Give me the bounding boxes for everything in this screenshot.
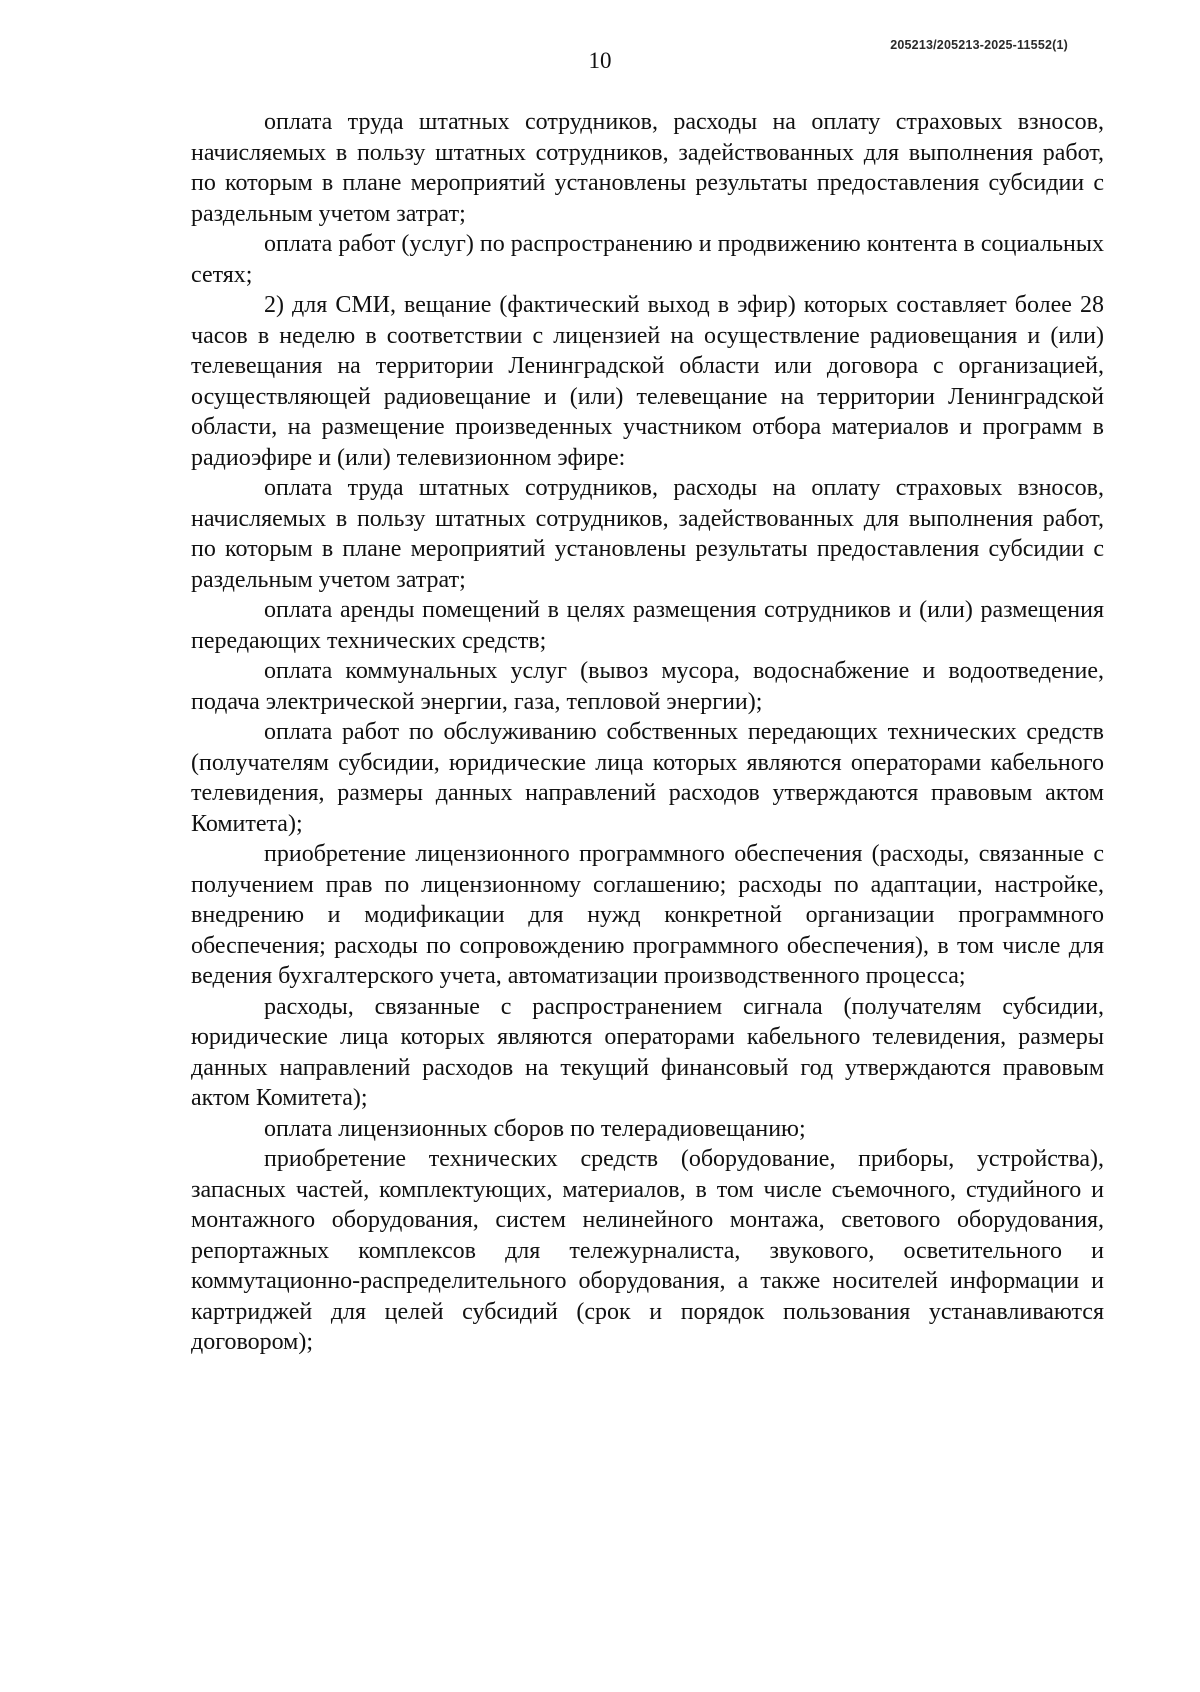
document-body xyxy=(191,107,1104,1358)
paragraph: расходы, связанные с распространением сигнала (получателям субсидии, юридические лица которых являются операторами кабельного телевидения, размеры данных направлений расходов на текущий финансовый год утверждаются правовым актом Комитета); xyxy=(191,993,1104,1111)
paragraph: оплата работ (услуг) по распространению и продвижению контента в социальных сетях; xyxy=(191,231,1104,288)
paragraph: оплата лицензионных сборов по телерадиовещанию; xyxy=(264,1115,806,1142)
page-number: 10 xyxy=(588,48,612,73)
paragraph: оплата труда штатных сотрудников, расходы на оплату страховых взносов, начисляемых в пользу штатных сотрудников, задействованных для выполнения работ, по которым в плане мероприятий установлены результаты предоставления субсидии с раздельным учетом затрат; xyxy=(191,475,1104,593)
paragraph: оплата работ по обслуживанию собственных передающих технических средств (получателям субсидии, юридические лица которых являются операторами кабельного телевидения, размеры данных направлений расходов утверждаются правовым актом Комитета); xyxy=(191,719,1104,837)
paragraph: приобретение лицензионного программного обеспечения (расходы, связанные с получением прав по лицензионному соглашению; расходы по адаптации, настройке, внедрению и модификации для нужд конкретной организации программного обеспечения; расходы по сопровождению программного обеспечения), в том числе для ведения бухгалтерского учета, автоматизации производственного процесса; xyxy=(191,841,1104,989)
paragraph: оплата коммунальных услуг (вывоз мусора, водоснабжение и водоотведение, подача электрической энергии, газа, тепловой энергии); xyxy=(191,658,1104,715)
paragraph: приобретение технических средств (оборудование, приборы, устройства), запасных частей, комплектующих, материалов, в том числе съемочного, студийного и монтажного оборудования, систем нелинейного монтажа, светового оборудования, репортажных комплексов для тележурналиста, звукового, осветительного и коммутационно-распределительного оборудования, а также носителей информации и картриджей для целей субсидий (срок и порядок пользования устанавливаются договором); xyxy=(191,1146,1104,1355)
paragraph: оплата аренды помещений в целях размещения сотрудников и (или) размещения передающих технических средств; xyxy=(191,597,1104,654)
paragraph: оплата труда штатных сотрудников, расходы на оплату страховых взносов, начисляемых в пользу штатных сотрудников, задействованных для выполнения работ, по которым в плане мероприятий установлены результаты предоставления субсидии с раздельным учетом затрат; xyxy=(191,109,1104,227)
document-id: 205213/205213-2025-11552(1) xyxy=(890,38,1068,52)
paragraph: 2) для СМИ, вещание (фактический выход в эфир) которых составляет более 28 часов в неделю в соответствии с лицензией на осуществление радиовещания и (или) телевещания на территории Ленинградской области или договора с организацией, осуществляющей радиовещание и (или) телевещание на территории Ленинградской области, на размещение произведенных участником отбора материалов и программ в радиоэфире и (или) телевизионном эфире: xyxy=(191,292,1104,471)
